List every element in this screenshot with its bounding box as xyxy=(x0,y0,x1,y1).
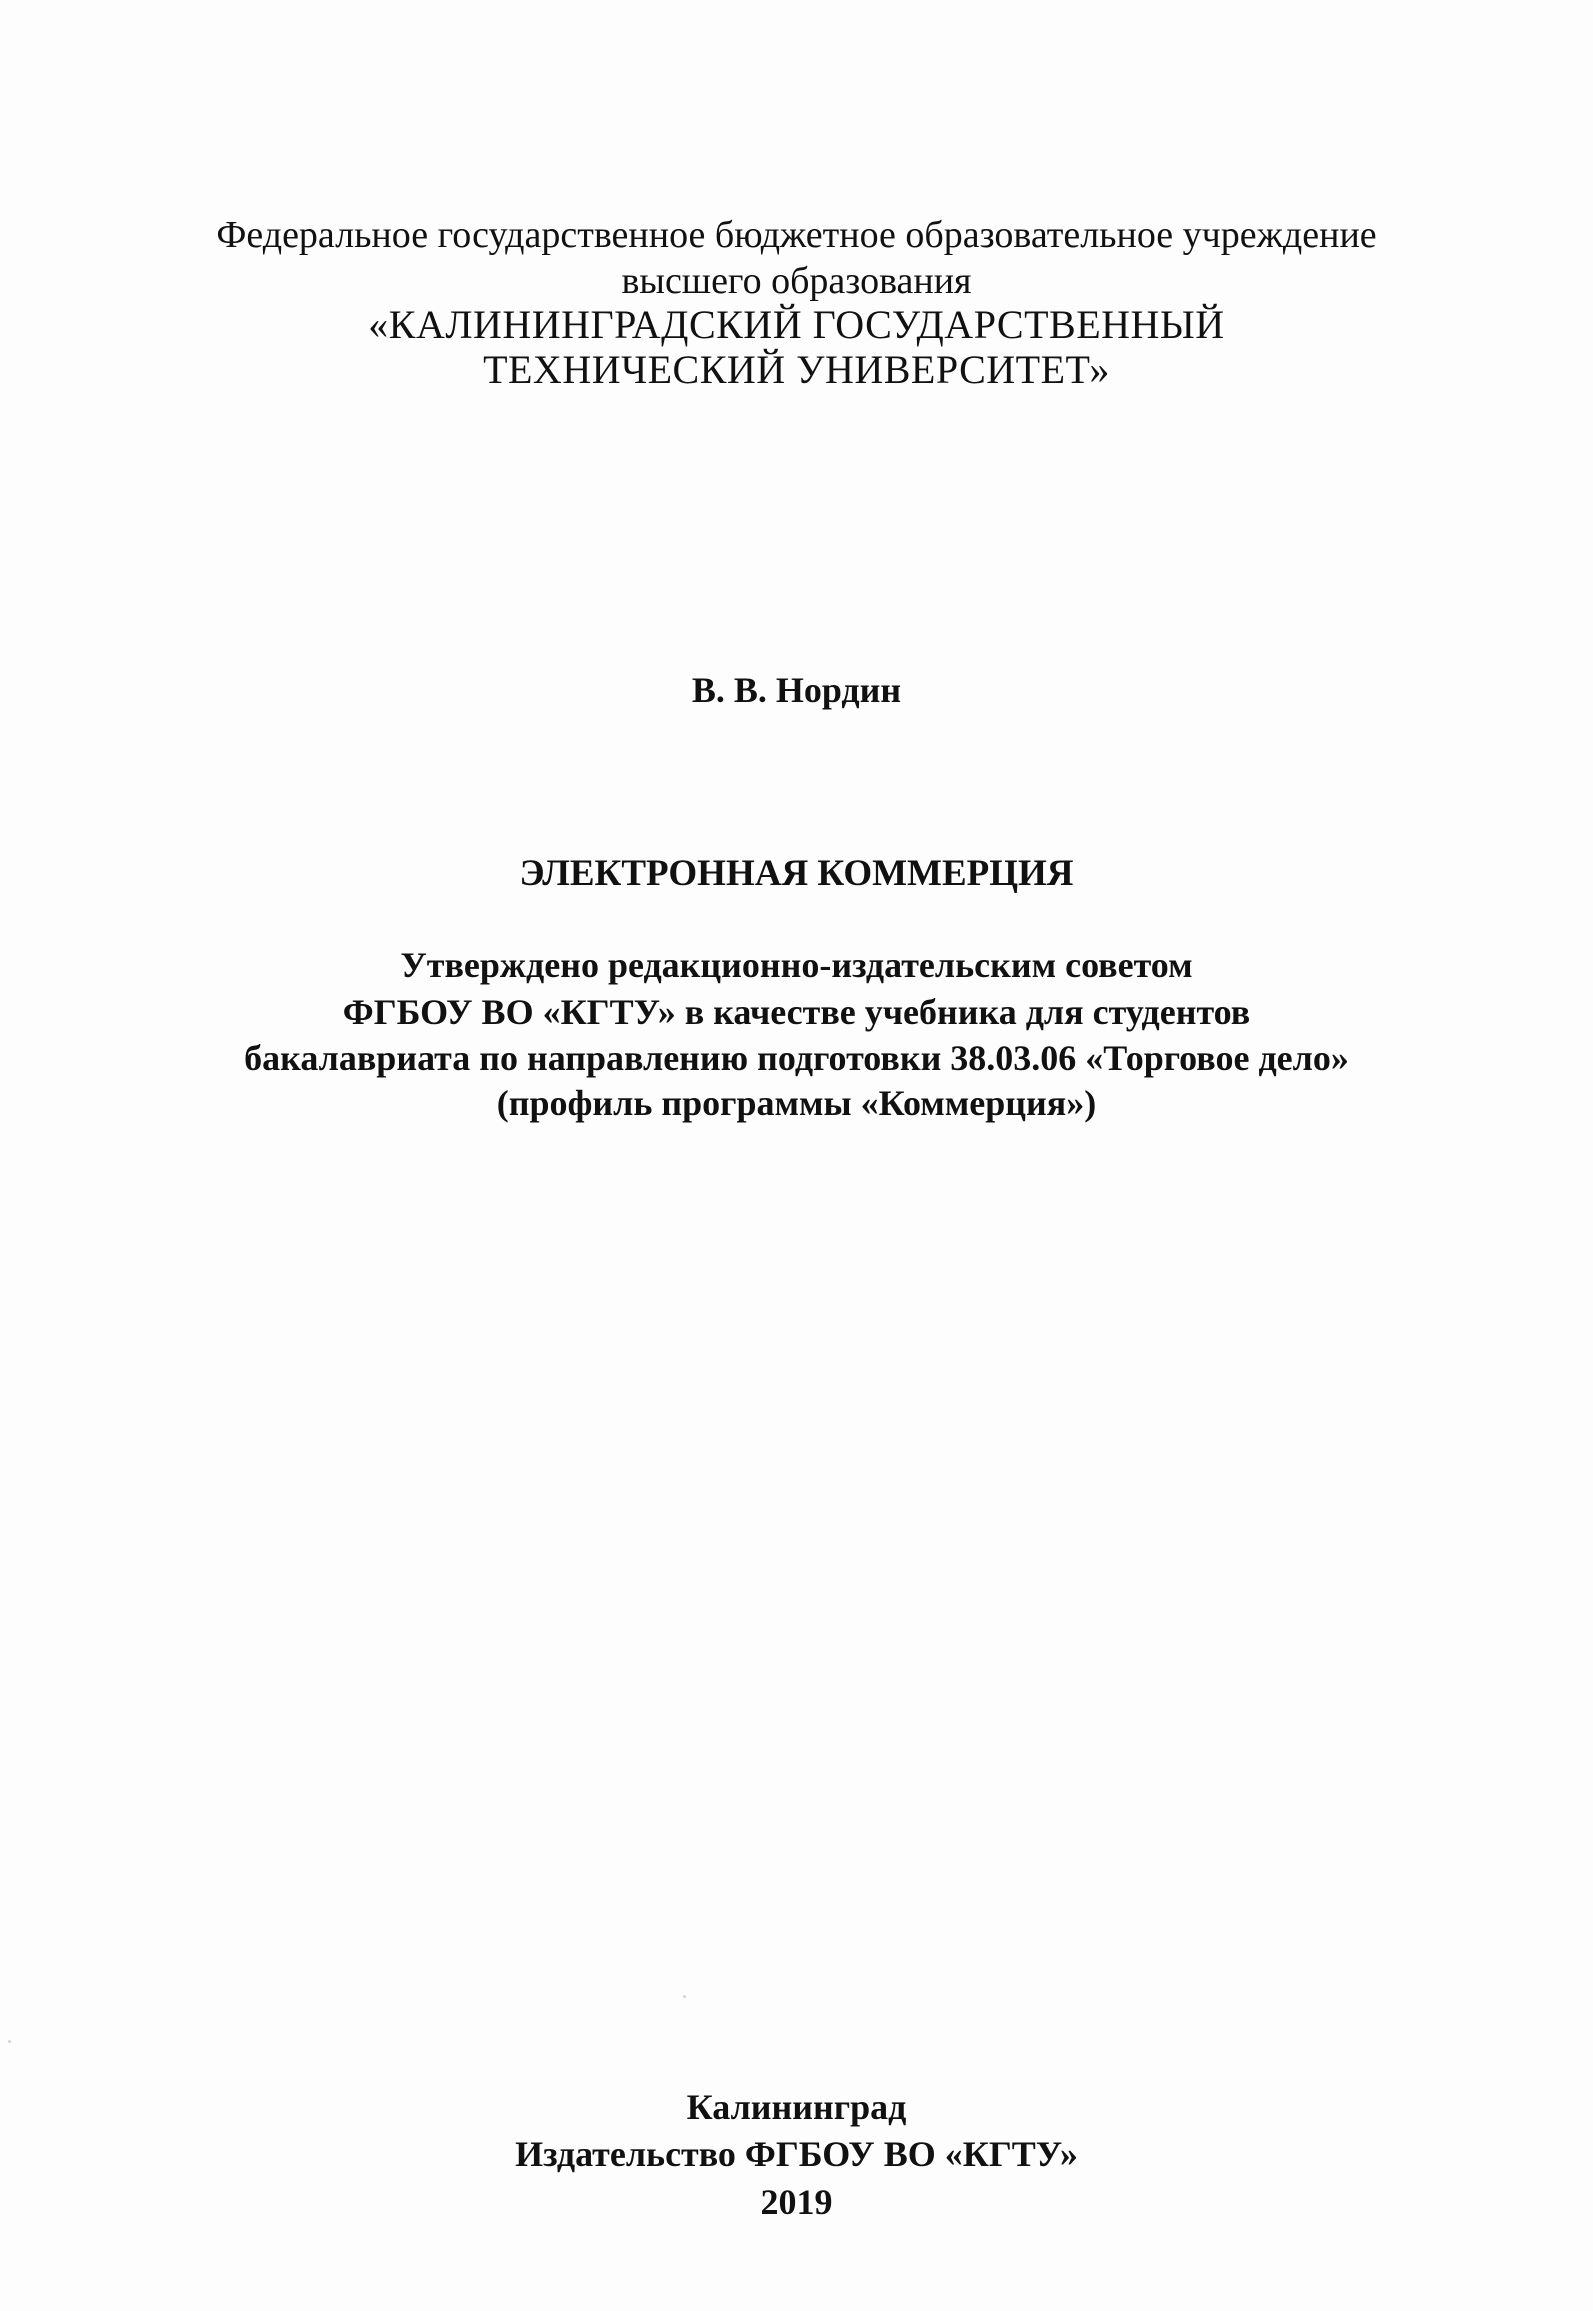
university-name-line-1: «КАЛИНИНГРАДСКИЙ ГОСУДАРСТВЕННЫЙ xyxy=(368,302,1225,347)
approval-line-1: Утверждено редакционно-издательским советом xyxy=(400,945,1193,985)
book-title: ЭЛЕКТРОННАЯ КОММЕРЦИЯ xyxy=(519,853,1074,894)
scan-speck xyxy=(683,1995,686,1998)
institution-line-1: Федеральное государственное бюджетное образовательное учреждение xyxy=(216,214,1377,256)
scan-speck xyxy=(8,2040,11,2043)
imprint-year: 2019 xyxy=(760,2182,833,2222)
approval-line-3: бакалавриата по направлению подготовки 38.03.06 «Торговое дело» xyxy=(244,1038,1349,1078)
imprint-city: Калининград xyxy=(686,2087,907,2127)
author-name: В. В. Нордин xyxy=(691,670,902,710)
imprint-publisher: Издательство ФГБОУ ВО «КГТУ» xyxy=(515,2134,1078,2174)
university-name-line-2: ТЕХНИЧЕСКИЙ УНИВЕРСИТЕТ» xyxy=(483,347,1110,392)
approval-line-2: ФГБОУ ВО «КГТУ» в качестве учебника для студентов xyxy=(342,992,1251,1032)
institution-line-2: высшего образования xyxy=(621,260,972,302)
approval-line-4: (профиль программы «Коммерция») xyxy=(496,1083,1097,1123)
